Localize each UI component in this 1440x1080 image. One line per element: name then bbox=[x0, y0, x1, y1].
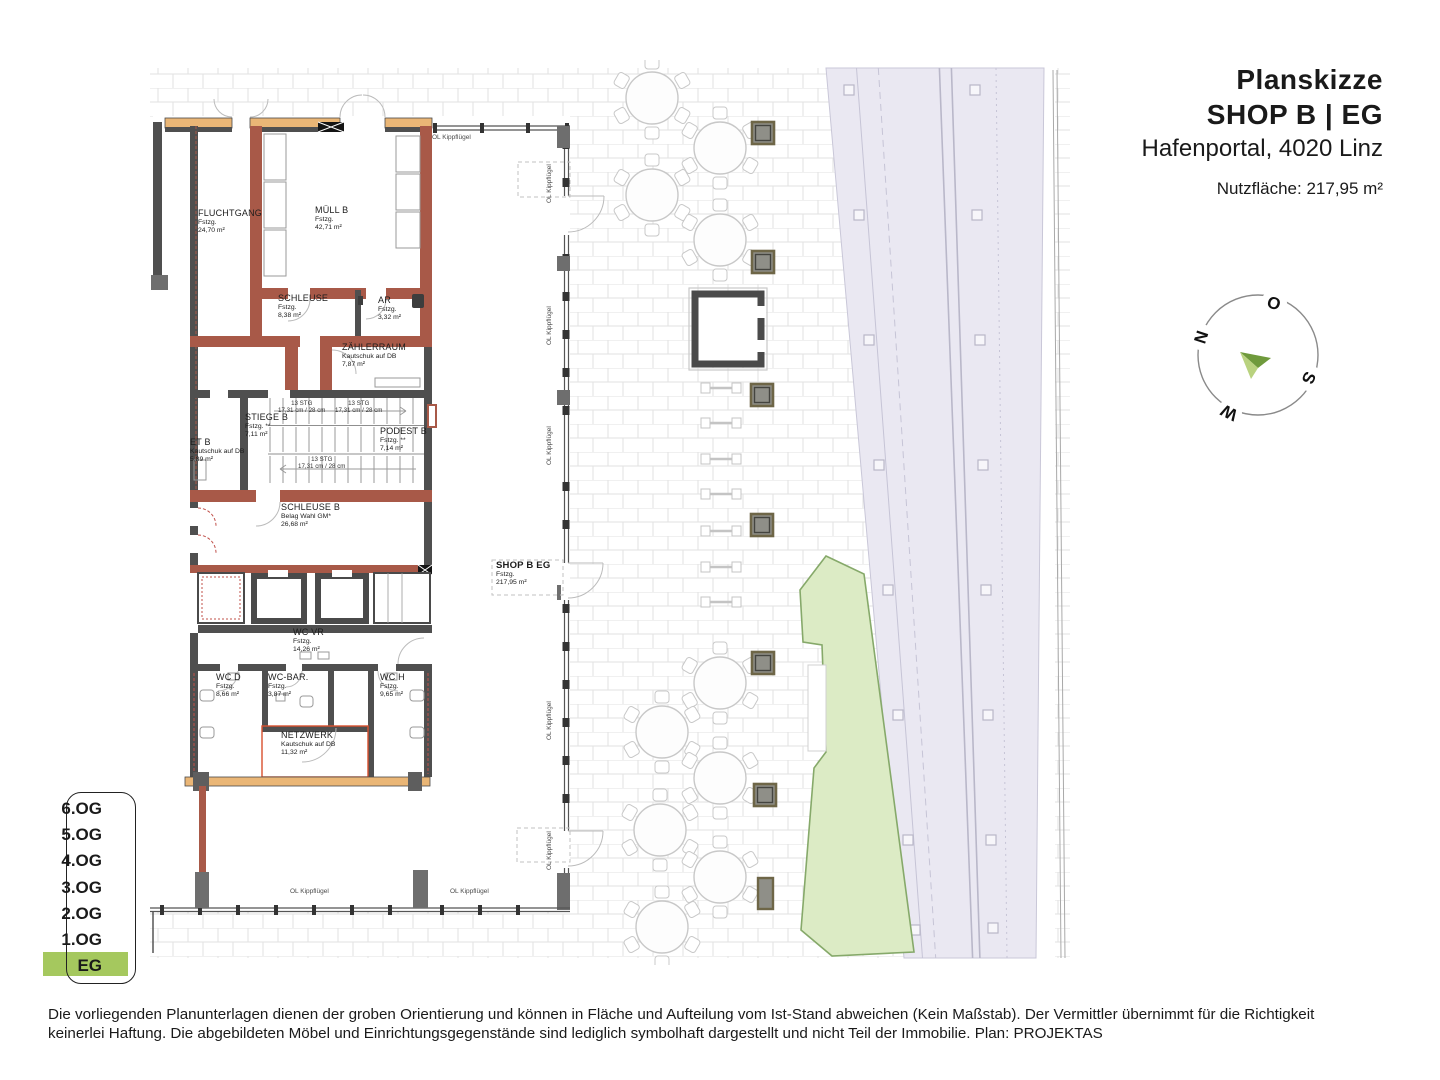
window-label: OL Kippflügel bbox=[546, 701, 553, 740]
floor-item-6og[interactable]: 6.OG bbox=[61, 799, 102, 818]
floor-item-eg-active[interactable]: EG bbox=[77, 956, 102, 976]
title-block bbox=[1142, 62, 1384, 199]
stair-annotation: 13 STG 17,31 cm / 28 cm bbox=[278, 400, 326, 415]
window-label: OL Kippflügel bbox=[450, 888, 489, 895]
usable-area: Nutzfläche: 217,95 m² bbox=[1216, 179, 1383, 198]
room-label-schleuse-b: SCHLEUSE B Belag Wahl GM* 26,68 m² bbox=[281, 502, 341, 528]
disclaimer-line-2: keinerlei Haftung. Die abgebildeten Möbel und Einrichtungsgegenstände sind lediglich symbolhaft dargestellt und nicht Teil der Immobilie. Plan: PROJEKTAS bbox=[48, 1024, 1103, 1042]
window-label: OL Kippflügel bbox=[432, 134, 471, 141]
floorplan bbox=[150, 60, 1070, 965]
floor-item-1og[interactable]: 1.OG bbox=[61, 930, 102, 950]
sheet-title: Planskizze bbox=[1236, 64, 1383, 95]
stair-annotation: 13 STG 17,31 cm / 28 cm bbox=[335, 400, 383, 415]
room-label-zaehlerraum: ZÄHLERRAUM Kautschuk auf DB 7,87 m² bbox=[342, 342, 407, 368]
window-label: OL Kippflügel bbox=[546, 306, 553, 345]
room-label-wc-h: WC H Fstzg. 9,65 m² bbox=[380, 672, 405, 698]
window-label: OL Kippflügel bbox=[546, 164, 553, 203]
room-label-netzwerk: NETZWERK Kautschuk auf DB 11,32 m² bbox=[281, 730, 336, 756]
disclaimer-line-1: Die vorliegenden Planunterlagen dienen der groben Orientierung und können in Fläche und Aufteilung vom Ist-Stand abweichen (Kein Maßstab). Der Vermittler übernimmt für die Richtigkeit bbox=[48, 1006, 1315, 1023]
compass-o: O bbox=[1264, 292, 1283, 315]
floor-item-2og[interactable]: 2.OG bbox=[61, 903, 102, 923]
room-label-stiege-b: STIEGE B Fstzg. ** 7,11 m² bbox=[245, 412, 289, 438]
floor-item-4og[interactable]: 4.OG bbox=[61, 851, 102, 871]
room-label-et-b: ET B Kautschuk auf DB 5,89 m² bbox=[190, 437, 245, 463]
compass-drawing bbox=[1190, 280, 1340, 430]
room-label-wc-vr: WC VR Fstzg. 14,26 m² bbox=[293, 627, 324, 653]
disclaimer bbox=[48, 1006, 1403, 1043]
floor-item-5og[interactable]: 5.OG bbox=[61, 825, 102, 845]
compass-rose bbox=[1190, 280, 1340, 430]
compass-w: W bbox=[1217, 400, 1241, 425]
room-label-schleuse: SCHLEUSE Fstzg. 8,38 m² bbox=[278, 293, 329, 319]
window-label: OL Kippflügel bbox=[546, 426, 553, 465]
room-label-wc-d: WC D Fstzg. 8,66 m² bbox=[216, 672, 241, 698]
room-label-ar: AR Fstzg. 3,32 m² bbox=[378, 295, 402, 321]
room-label-fluchtgang: FLUCHTGANG Fstzg. 24,70 m² bbox=[198, 208, 263, 234]
floor-item-3og[interactable]: 3.OG bbox=[61, 877, 102, 897]
compass-s: S bbox=[1297, 368, 1320, 387]
sheet-subtitle: SHOP B | EG bbox=[1206, 99, 1383, 130]
room-label-wc-bar: WC-BAR. Fstzg. 3,87 m² bbox=[268, 672, 309, 698]
room-label-muell-b: MÜLL B Fstzg. 42,71 m² bbox=[315, 205, 349, 231]
floor-selector bbox=[43, 790, 143, 990]
stair-annotation: 13 STG 17,31 cm / 28 cm bbox=[298, 456, 346, 471]
address: Hafenportal, 4020 Linz bbox=[1141, 135, 1383, 162]
window-label: OL Kippflügel bbox=[546, 831, 553, 870]
window-label: OL Kippflügel bbox=[290, 888, 329, 895]
room-label-podest-b: PODEST B Fstzg. ** 7,14 m² bbox=[380, 426, 427, 452]
room-label-shop-b-eg: SHOP B EG Fstzg. 217,95 m² bbox=[496, 560, 551, 587]
compass-n: N bbox=[1190, 328, 1213, 346]
